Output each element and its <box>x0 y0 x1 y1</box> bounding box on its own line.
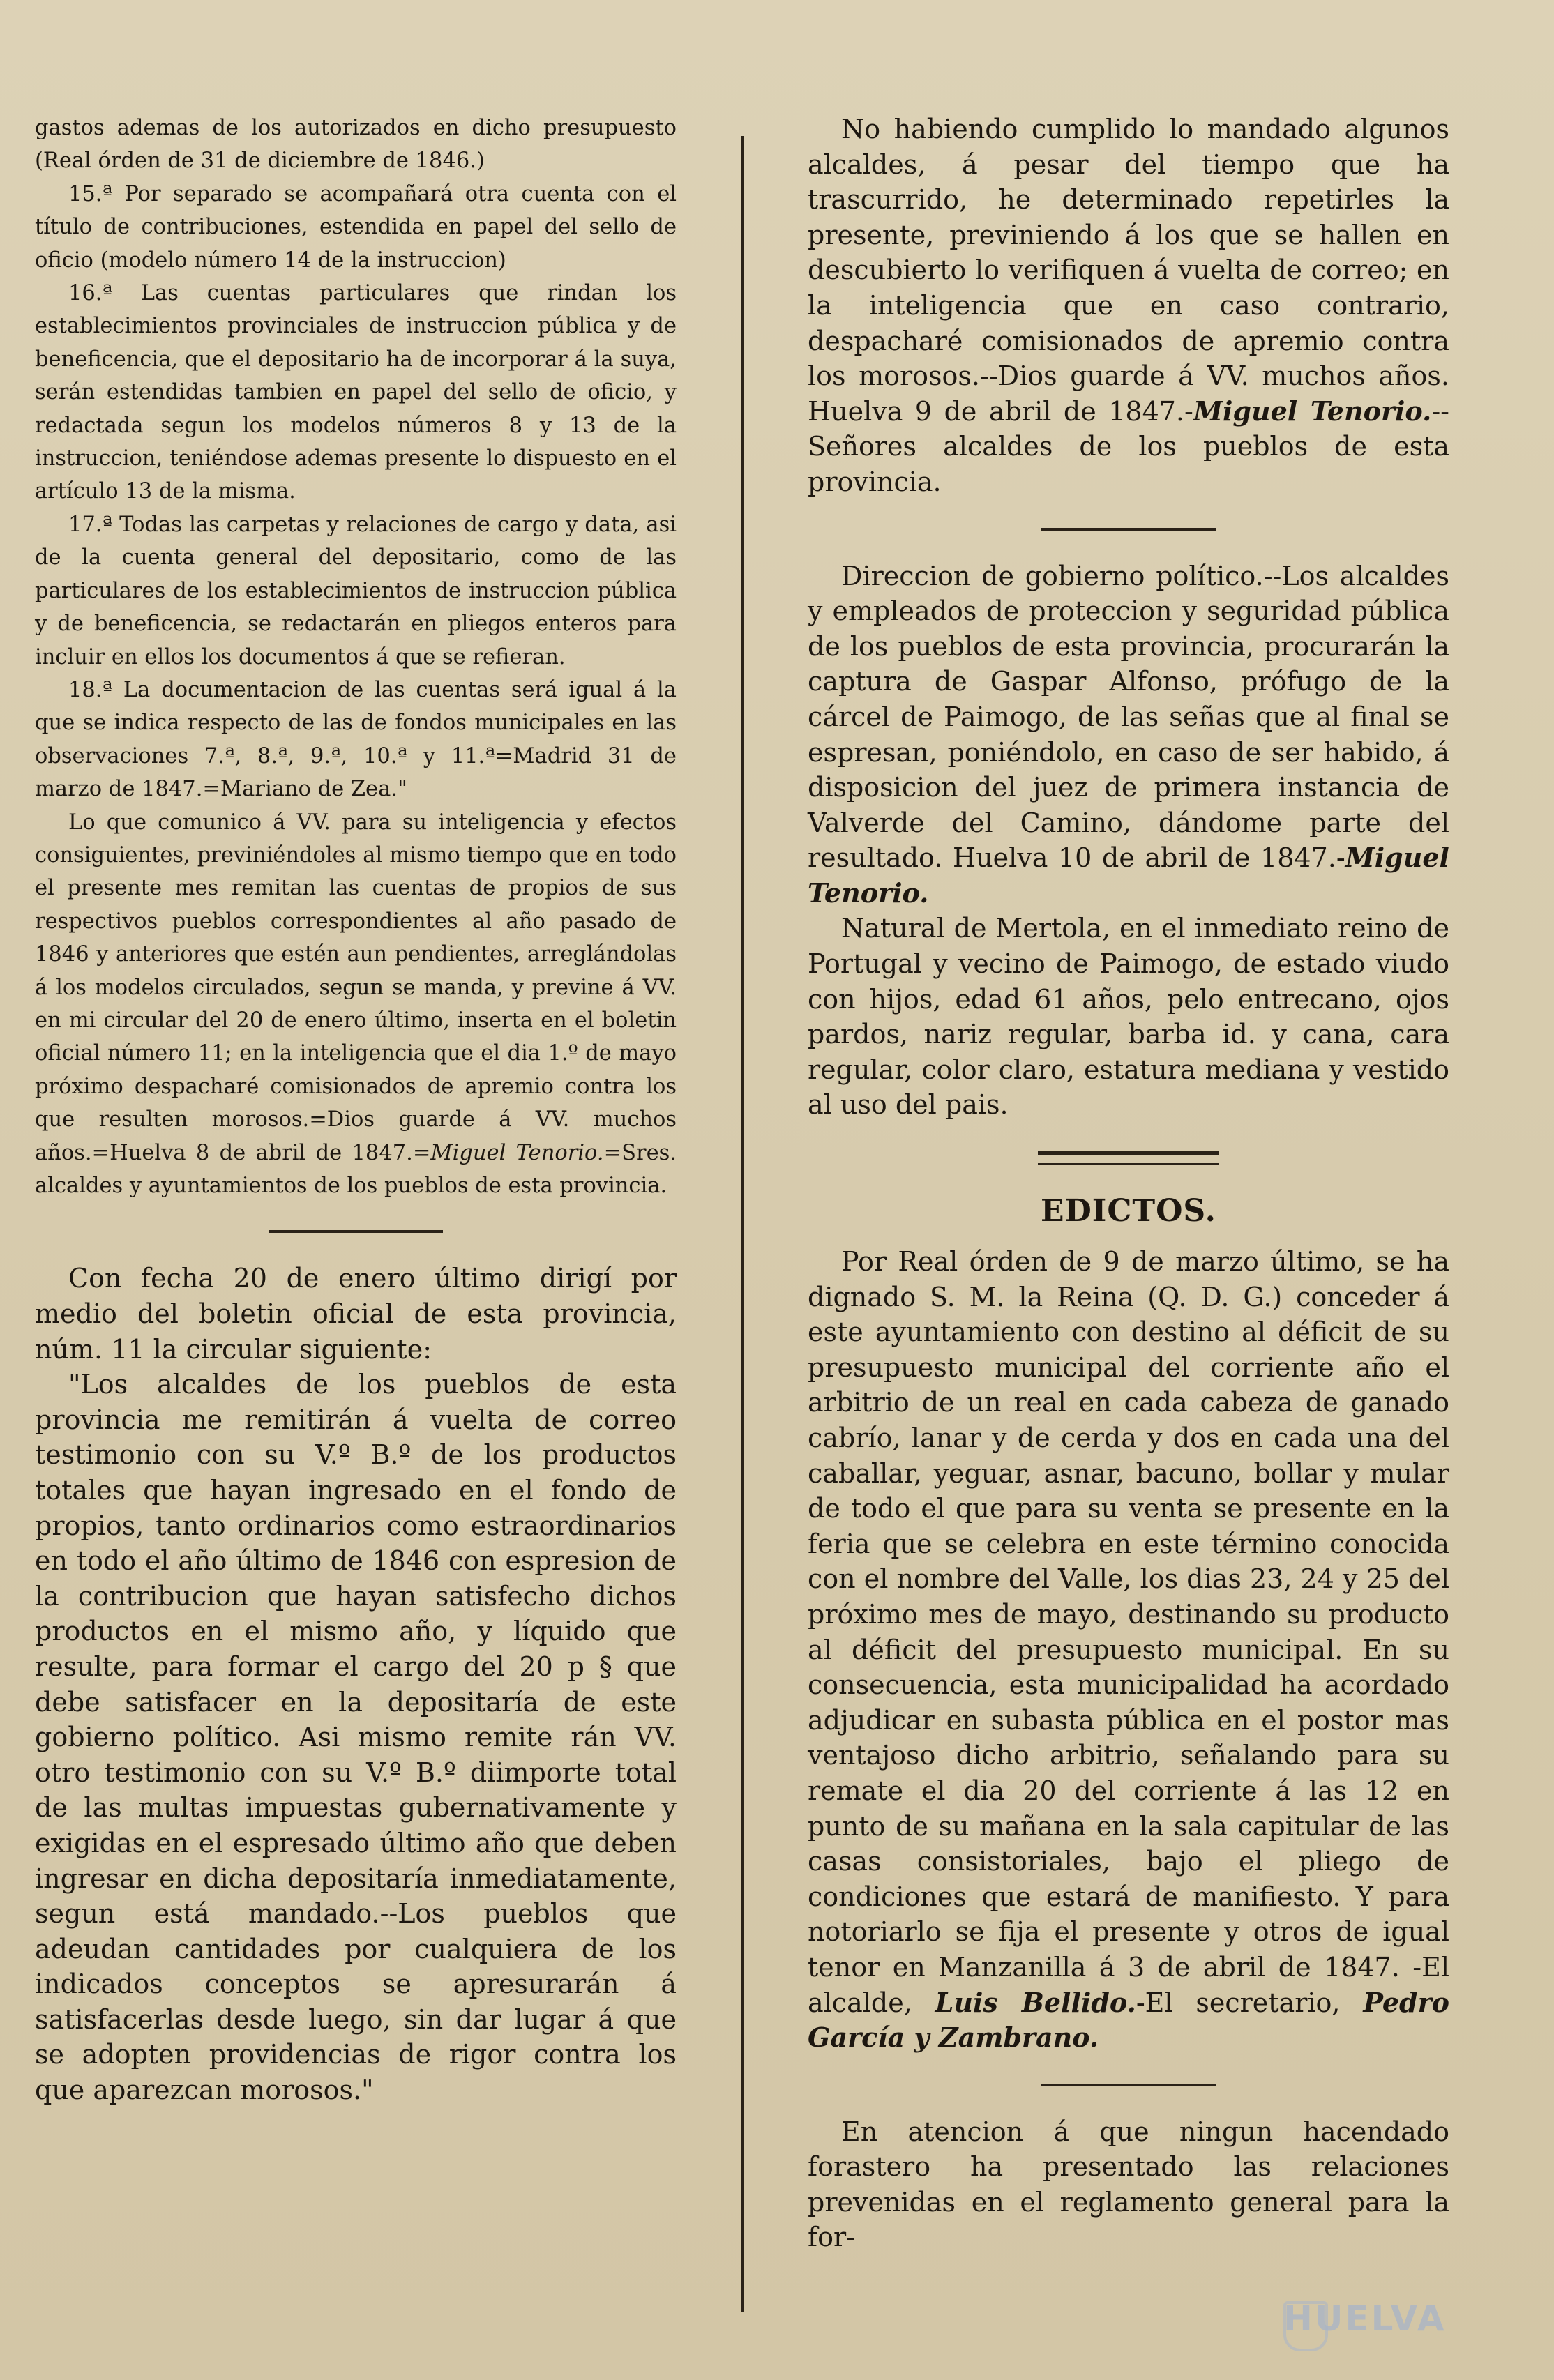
paragraph-landowners: En atencion á que ningun hacendado forastero ha presentado las relaciones prevenidas en el reglamento general para la for- <box>808 2116 1449 2253</box>
paragraph-article-17: 17.ª Todas las carpetas y relaciones de cargo y data, asi de la cuenta general del depositario, como de las particulares de los establecimientos de instruccion pública y de beneficencia, se redactarán en pliegos enteros para incluir en ellos los documentos á que se refieran. <box>35 512 677 669</box>
paragraph-description: Natural de Mertola, en el inmediato reino de Portugal y vecino de Paimogo, de estado viudo con hijos, edad 61 años, pelo entrecano, ojos pardos, nariz regular, barba id. y cana, cara regular, color claro, estatura mediana y vestido al uso del pais. <box>808 913 1449 1121</box>
paragraph-repeat-notice <box>808 112 1449 500</box>
circular-recipients: =Sres. alcaldes y ayuntamientos de los pueblos de esta provincia. <box>35 1140 677 1198</box>
section-divider-double <box>1038 1151 1219 1165</box>
signature: Miguel Tenorio. <box>430 1140 604 1165</box>
signature: Miguel Tenorio. <box>808 842 1449 909</box>
capture-text: Direccion de gobierno político.--Los alcaldes y empleados de proteccion y seguridad pública de los pueblos de esta provincia, procurarán la captura de Gaspar Alfonso, prófugo de la cárcel de Paimogo, de las señas que al final se espresan, poniéndolo, en caso de ser habido, á disposicion del juez de primera instancia de Valverde del Camino, dándome parte del resultado. Huelva 10 de abril de 1847.- <box>808 560 1449 874</box>
signature-secretary: Pedro García y Zambrano. <box>808 1986 1449 2054</box>
paragraph-article-15: 15.ª Por separado se acompañará otra cuenta con el título de contribuciones, estendida en papel del sello de oficio (modelo número 14 de la instruccion) <box>35 181 677 273</box>
paragraph-circular-quote: "Los alcaldes de los pueblos de esta provincia me remitirán á vuelta de correo testimonio con su V.º B.º de los productos totales que hayan ingresado en el fondo de propios, tanto ordinarios como estraordinarios en todo el año último de 1846 con espresion de la contribucion que hayan satisfecho dichos productos en el mismo año, y líquido que resulte, para formar el cargo del 20 p § que debe satisfacer en la depositaría de este gobierno político. Asi mismo remite rán VV. otro testimonio con su V.º B.º diimporte total de las multas impuestas gubernativamente y exigidas en el espresado último año que deben ingresar en dicha depositaría inmediatamente, segun está mandado.--Los pueblos que adeudan cantidades por cualquiera de los indicados conceptos se apresurarán á satisfacerlas desde luego, sin dar lugar á que se adopten providencias de rigor contra los que aparezcan morosos." <box>35 1369 677 2106</box>
left-column <box>35 112 677 2108</box>
section-heading: EDICTOS. <box>1041 1193 1216 1229</box>
circular-text: Lo que comunico á VV. para su inteligencia y efectos consiguientes, previniéndoles al mismo tiempo que en todo el presente mes remitan las cuentas de propios de sus respectivos pueblos correspondientes al año pasado de 1846 y anteriores que estén aun pendientes, arreglándolas á los modelos circulados, segun se manda, y previne á VV. en mi circular del 20 de enero último, inserta en el boletin oficial número 11; en la inteligencia que el dia 1.º de mayo próximo despacharé comisionados de apremio contra los que resulten morosos.=Dios guarde á VV. muchos años.=Huelva 8 de abril de 1847.= <box>35 810 677 1165</box>
column-divider <box>741 136 744 2312</box>
paragraph-edict <box>808 1244 1449 2056</box>
edict-secretary-label: -El secretario, <box>1136 1987 1364 2018</box>
right-column <box>808 112 1449 2255</box>
signature: Miguel Tenorio. <box>1193 395 1432 427</box>
paragraph-capture-order <box>808 559 1449 911</box>
paragraph-budget-note: gastos ademas de los autorizados en dicho presupuesto (Real órden de 31 de diciembre de 1846.) <box>35 116 677 174</box>
edict-text: Por Real órden de 9 de marzo último, se ha dignado S. M. la Reina (Q. D. G.) conceder á este ayuntamiento con destino al déficit de su presupuesto municipal del corriente año el arbitrio de un real en cada cabeza de ganado cabrío, lanar y de cerda y dos en cada una del caballar, yeguar, asnar, bacuno, bollar y mular de todo el que para su venta se presente en la feria que se celebra en este término conocida con el nombre del Valle, los dias 23, 24 y 25 del próximo mes de mayo, destinando su producto al déficit del presupuesto municipal. En su consecuencia, esta municipalidad ha acordado adjudicar en subasta pública en el postor mas ventajoso dicho arbitrio, señalando para su remate el dia 20 del corriente á las 12 en punto de su mañana en la sala capitular de las casas consistoriales, bajo el pliego de condiciones que estará de manifiesto. Y para notoriarlo se fija el presente y otros de igual tenor en Manzanilla á 3 de abril de 1847. -El alcalde, <box>808 1246 1449 2018</box>
section-divider <box>269 1230 443 1233</box>
paragraph-circular-intro: Con fecha 20 de enero último dirigí por medio del boletin oficial de esta provincia, núm. 11 la circular siguiente: <box>35 1263 677 1365</box>
section-divider <box>1041 2084 1216 2086</box>
notice-text: No habiendo cumplido lo mandado algunos alcaldes, á pesar del tiempo que ha trascurrido, he determinado repetirles la presente, previniendo á los que se hallen en descubierto lo verifiquen á vuelta de correo; en la inteligencia que en caso contrario, despacharé comisionados de apremio contra los morosos.--Dios guarde á VV. muchos años. Huelva 9 de abril de 1847.- <box>808 114 1449 427</box>
paragraph-circular-accounts <box>35 806 677 1203</box>
archive-watermark: HUELVA <box>1283 2298 1447 2339</box>
section-divider <box>1041 528 1216 531</box>
paragraph-article-16: 16.ª Las cuentas particulares que rindan los establecimientos provinciales de instruccion pública y de beneficencia, que el depositario ha de incorporar á la suya, serán estendidas tambien en papel del sello de oficio, y redactada segun los modelos números 8 y 13 de la instruccion, teniéndose ademas presente lo dispuesto en el artículo 13 de la misma. <box>35 281 677 504</box>
paragraph-article-18: 18.ª La documentacion de las cuentas será igual á la que se indica respecto de las de fondos municipales en las observaciones 7.ª, 8.ª, 9.ª, 10.ª y 11.ª=Madrid 31 de marzo de 1847.=Mariano de Zea." <box>35 677 677 802</box>
signature-mayor: Luis Bellido. <box>935 1986 1136 2018</box>
notice-recipients: --Señores alcaldes de los pueblos de esta provincia. <box>808 395 1449 497</box>
